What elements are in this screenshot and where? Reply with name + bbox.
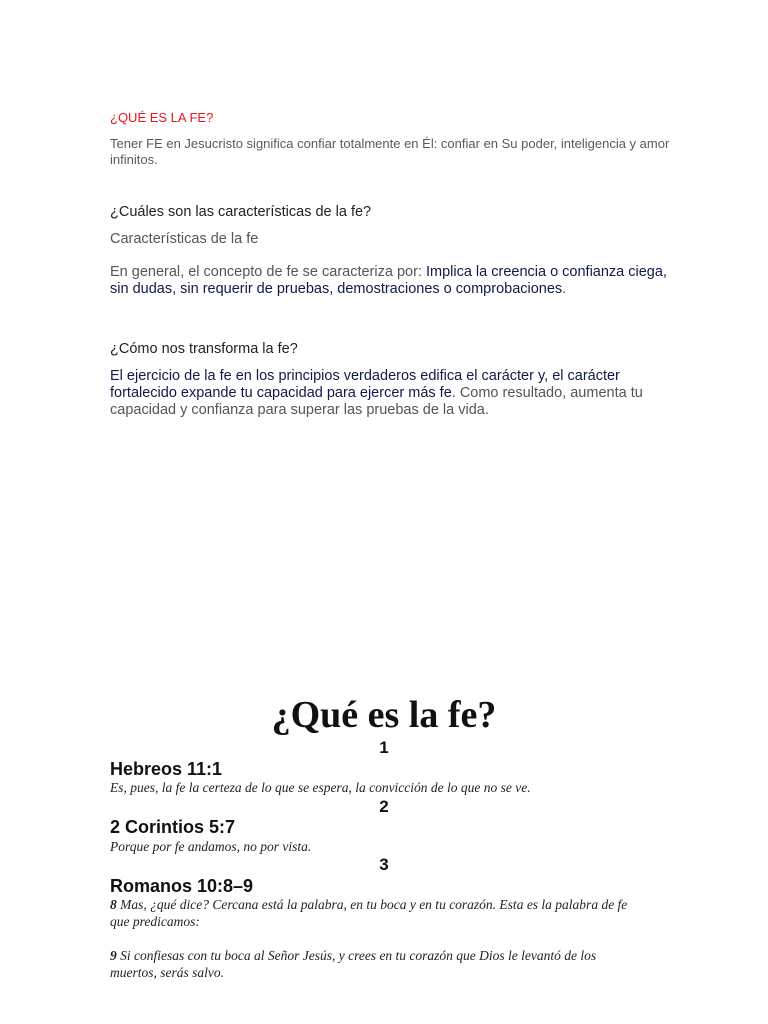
- verse-text: Mas, ¿qué dice? Cercana está la palabra, en tu boca y en tu corazón. Esta es la palabra de fe que predicamos:: [110, 897, 628, 929]
- transform-suffix: . Como resultado, aumenta tu capacidad y confianza para superar las pruebas de la vida.: [110, 385, 643, 418]
- verse-text: Es, pues, la fe la certeza de lo que se espera, la convicción de lo que no se ve.: [110, 780, 531, 795]
- characteristics-subheading: Características de la fe: [110, 231, 259, 247]
- verse-text: Si confiesas con tu boca al Señor Jesús, y crees en tu corazón que Dios le levantó de los muertos, serás salvo.: [110, 948, 597, 980]
- intro-paragraph: Tener FE en Jesucristo significa confiar totalmente en Él: confiar en Su poder, inteligencia y amor infinitos.: [110, 136, 670, 167]
- characteristics-prefix: En general, el concepto de fe se caracteriza por:: [110, 264, 426, 280]
- scripture-reference: Hebreos 11:1: [110, 759, 223, 779]
- question-transform: ¿Cómo nos transforma la fe?: [110, 341, 298, 357]
- characteristics-suffix: .: [562, 281, 567, 297]
- verse-text: Porque por fe andamos, no por vista.: [110, 839, 312, 854]
- transform-highlight: El ejercicio de la fe en los principios verdaderos edifica el carácter y, el carácter fortalecido expande tu capacidad para ejercer más fe: [110, 368, 620, 401]
- section-heading: ¿QUÉ ES LA FE?: [110, 110, 214, 125]
- page-title: ¿Qué es la fe?: [271, 694, 497, 736]
- verse-number: 8: [110, 897, 117, 912]
- question-characteristics: ¿Cuáles son las características de la fe?: [110, 204, 372, 220]
- verse-9: [110, 947, 640, 981]
- characteristics-highlight: Implica la creencia o confianza ciega, sin dudas, sin requerir de pruebas, demostraciones o comprobaciones: [110, 264, 667, 297]
- item-number: 3: [379, 855, 389, 874]
- item-number: 1: [379, 738, 389, 757]
- item-number: 2: [379, 797, 389, 816]
- transform-paragraph: [110, 368, 670, 419]
- verse-number: 9: [110, 948, 117, 963]
- scripture-reference: 2 Corintios 5:7: [110, 817, 236, 837]
- scripture-reference: Romanos 10:8–9: [110, 876, 254, 896]
- verse-8: [110, 896, 640, 930]
- characteristics-paragraph: [110, 264, 670, 298]
